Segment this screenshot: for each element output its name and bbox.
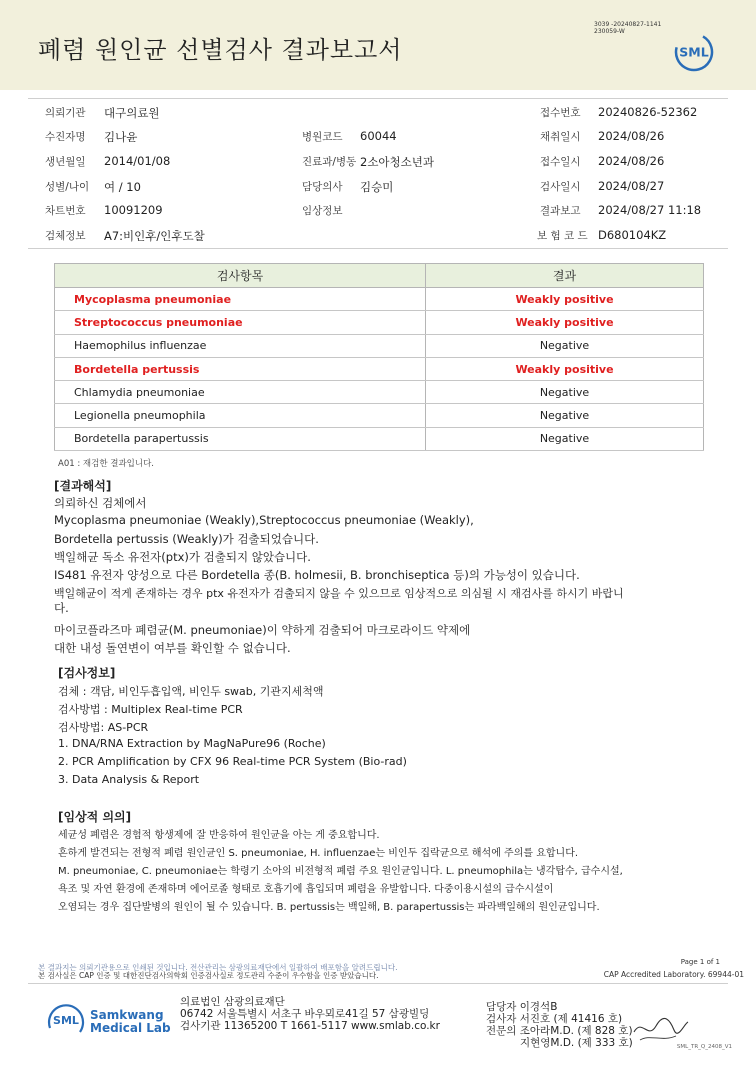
receipt-no: 20240826-52362 — [598, 105, 698, 119]
cap-accreditation: CAP Accredited Laboratory. 69944-01 — [603, 970, 744, 979]
logo-text: SML — [679, 44, 709, 60]
department: 2소아청소년과 — [360, 155, 434, 169]
retest-note: A01 : 재검한 결과입니다. — [58, 459, 154, 469]
sex-age: 여 / 10 — [104, 180, 141, 194]
results-table — [54, 263, 704, 451]
col-result-header: 결과 — [426, 264, 704, 288]
form-code: SML_TR_Q_2408_V1 — [676, 1044, 732, 1050]
table-row: Streptococcus pneumoniae Weakly positive — [55, 311, 704, 334]
insurance-code: D680104KZ — [598, 228, 667, 242]
collection-date: 2024/08/26 — [598, 129, 665, 143]
table-row: Chlamydia pneumoniae Negative — [55, 381, 704, 404]
svg-text:SML: SML — [53, 1014, 79, 1027]
page-number: Page 1 of 1 — [680, 958, 720, 966]
table-row: Haemophilus influenzae Negative — [55, 334, 704, 357]
divider-footer — [28, 983, 728, 984]
specimen: A7:비인후/인후도찰 — [104, 229, 205, 243]
table-row: Legionella pneumophila Negative — [55, 404, 704, 427]
receipt-date: 2024/08/26 — [598, 154, 665, 168]
divider-info — [28, 248, 728, 249]
chart-no: 10091209 — [104, 203, 163, 217]
institution: 대구의료원 — [104, 106, 160, 120]
hospital-code: 60044 — [360, 129, 397, 143]
test-date: 2024/08/27 — [598, 179, 665, 193]
document-id: 3039 -20240827-1141 230059-W — [594, 21, 662, 35]
sml-logo-icon — [674, 32, 714, 72]
interpretation-heading: [결과해석] — [54, 479, 112, 493]
birth-date: 2014/01/08 — [104, 154, 171, 168]
clinical-heading: [임상적 의의] — [58, 810, 132, 824]
report-title: 폐렴 원인균 선별검사 결과보고서 — [38, 36, 403, 64]
patient-name: 김나윤 — [104, 130, 138, 144]
report-date: 2024/08/27 11:18 — [598, 203, 702, 217]
brand-name: Samkwang Medical Lab — [90, 1008, 171, 1035]
sml-footer-logo-icon — [44, 1002, 88, 1038]
divider-top — [28, 98, 728, 99]
footer-warning: 본 결과지는 의뢰기관용으로 인쇄된 것입니다. 전산관리는 삼광의료재단에서 일괄하여 배포함을 알려드립니다. — [38, 963, 398, 972]
cap-note: 본 검사실은 CAP 인증 및 대한진단검사의학회 인증검사실로 정도관리 수준이 우수함을 인증 받았습니다. — [38, 971, 379, 980]
signature-icon — [630, 1012, 690, 1046]
doctor: 김승미 — [360, 180, 394, 194]
col-item-header: 검사항목 — [55, 264, 426, 288]
table-row: Bordetella parapertussis Negative — [55, 427, 704, 450]
table-header — [55, 264, 704, 288]
test-info-heading: [검사정보] — [58, 666, 116, 680]
table-row: Mycoplasma pneumoniae Weakly positive — [55, 288, 704, 311]
table-row: Bordetella pertussis Weakly positive — [55, 357, 704, 380]
